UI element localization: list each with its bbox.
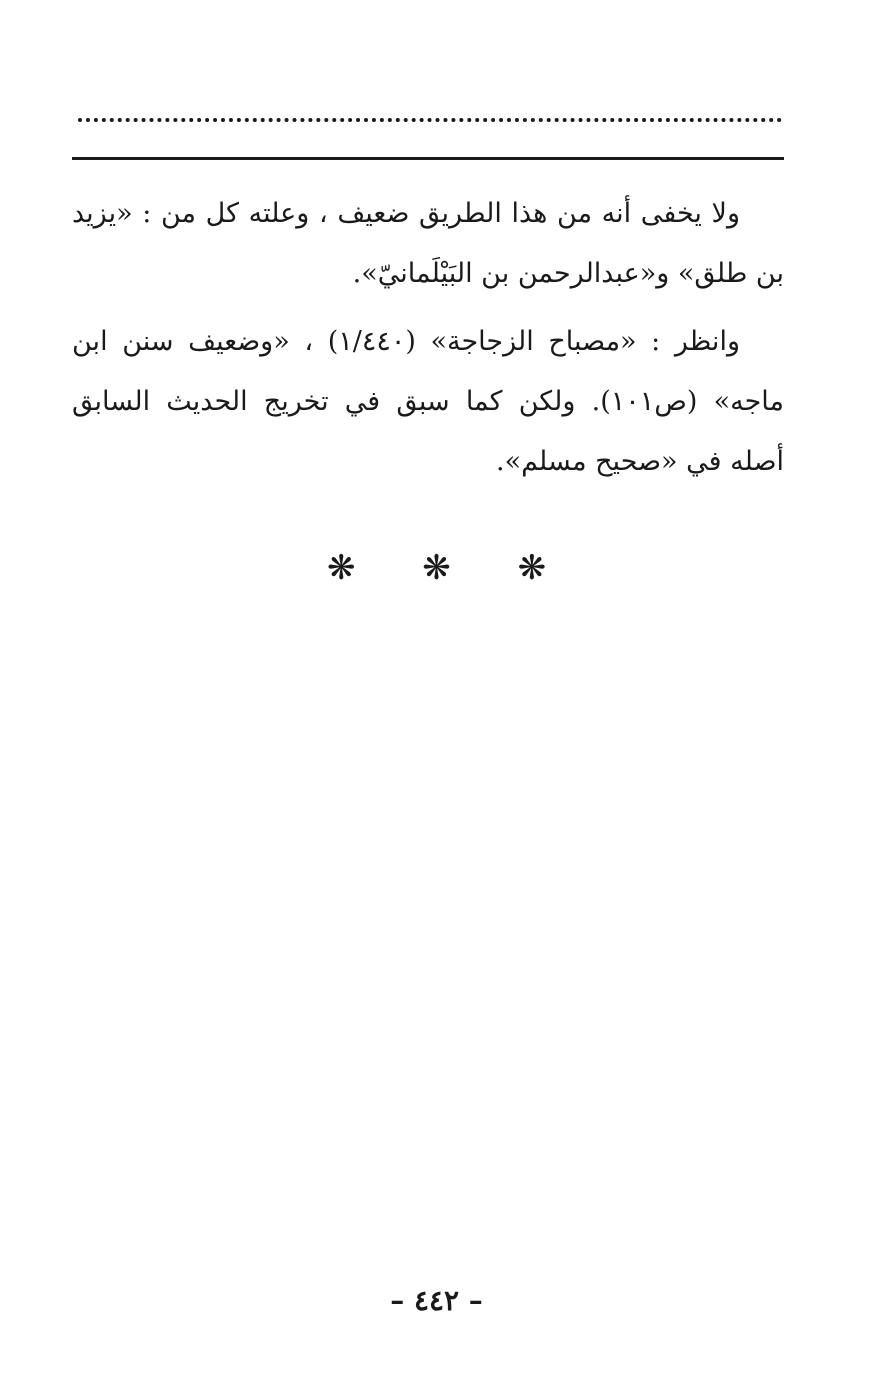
asterisk-ornament-icon: ❋ — [422, 548, 451, 588]
page-number: – ٤٤٢ – — [390, 1284, 483, 1317]
footnote-text — [72, 184, 784, 492]
paragraph-weakness-note: ولا يخفى أنه من هذا الطريق ضعيف ، وعلته كل من : «يزيد بن طلق» و«عبدالرحمن بن البَيْلَمانيّ». — [72, 198, 784, 289]
asterisk-ornament-icon: ❋ — [517, 548, 547, 588]
footnote-rule — [72, 157, 784, 160]
paragraph-references: وانظر : «مصباح الزجاجة» (١/٤٤٠) ، «وضعيف سنن ابن ماجه» (ص١٠١). ولكن كما سبق في تخريج الحديث السابق أصله في «صحيح مسلم». — [72, 326, 784, 477]
dotted-divider — [78, 118, 782, 122]
asterisk-ornament-icon: ❋ — [326, 548, 356, 588]
section-separator — [0, 548, 873, 588]
